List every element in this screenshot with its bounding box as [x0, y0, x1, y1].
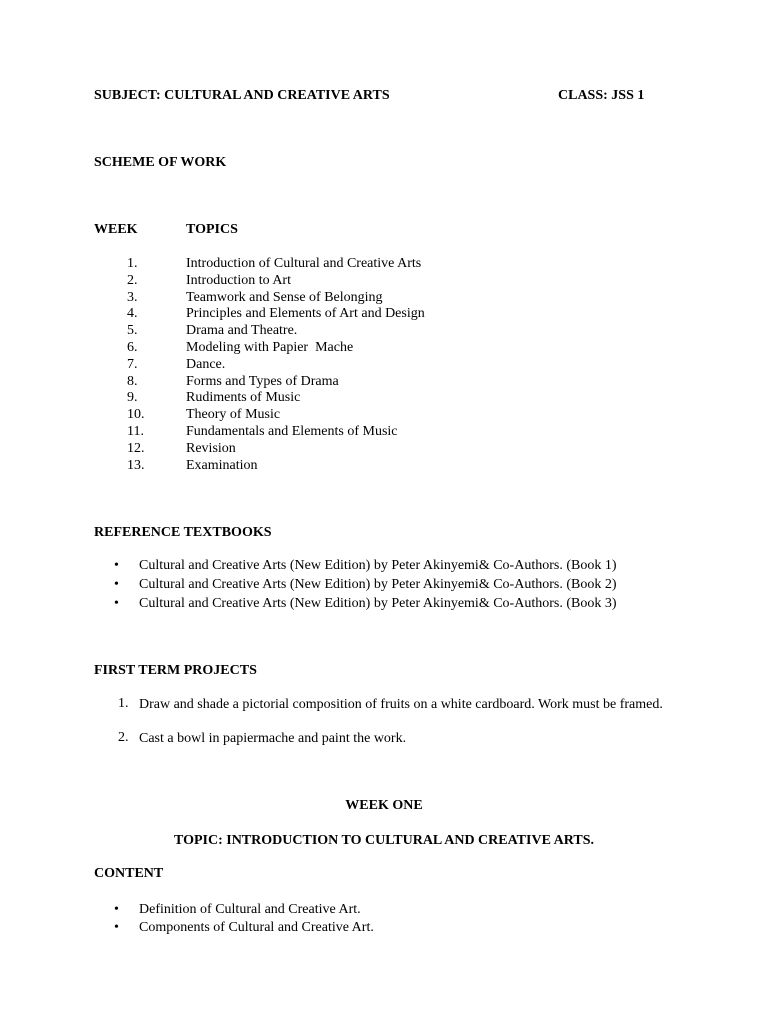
week-one-heading: WEEK ONE — [345, 798, 423, 813]
week-topic: Theory of Music — [186, 407, 281, 423]
bullet-icon: • — [114, 596, 119, 611]
week-topic: Fundamentals and Elements of Music — [186, 424, 398, 439]
bullet-icon: • — [114, 902, 119, 917]
week-number: 2. — [127, 272, 138, 288]
bullet-icon: • — [114, 920, 119, 935]
subject-line: SUBJECT: CULTURAL AND CREATIVE ARTS — [94, 88, 390, 103]
week-topic: Forms and Types of Drama — [186, 373, 339, 389]
week-number: 9. — [127, 390, 138, 406]
bullet-icon: • — [114, 558, 119, 573]
week-column-header: WEEK — [94, 222, 138, 237]
week-topic: Drama and Theatre. — [186, 323, 298, 339]
week-number: 13. — [127, 457, 145, 473]
week-number: 7. — [127, 356, 138, 372]
class-line: CLASS: JSS 1 — [558, 88, 645, 103]
reference-text: Cultural and Creative Arts (New Edition) by Peter Akinyemi& Co-Authors. (Book 1) — [139, 558, 617, 573]
week-topic: Modeling with Papier Mache — [186, 340, 354, 355]
bullet-icon: • — [114, 577, 119, 592]
week-topic: Rudiments of Music — [186, 390, 301, 406]
reference-text: Cultural and Creative Arts (New Edition) by Peter Akinyemi& Co-Authors. (Book 3) — [139, 596, 617, 611]
week-number: 1. — [127, 256, 138, 271]
week-number: 6. — [127, 340, 138, 355]
project-text: Cast a bowl in papiermache and paint the work. — [139, 731, 407, 746]
week-topic: Revision — [186, 440, 236, 456]
content-title: CONTENT — [94, 866, 164, 881]
week-topic: Principles and Elements of Art and Design — [186, 306, 425, 322]
week-topic: Introduction of Cultural and Creative Arts — [186, 256, 422, 271]
week-number: 12. — [127, 440, 145, 456]
week-number: 11. — [127, 424, 144, 439]
scheme-title: SCHEME OF WORK — [94, 155, 227, 170]
week-topic: Teamwork and Sense of Belonging — [186, 289, 383, 305]
week-number: 3. — [127, 289, 138, 305]
content-text: Definition of Cultural and Creative Art. — [139, 902, 361, 917]
week-number: 5. — [127, 323, 138, 339]
week-number: 10. — [127, 407, 145, 423]
projects-title: FIRST TERM PROJECTS — [94, 663, 257, 678]
references-title: REFERENCE TEXTBOOKS — [94, 525, 272, 540]
reference-text: Cultural and Creative Arts (New Edition) by Peter Akinyemi& Co-Authors. (Book 2) — [139, 577, 617, 592]
week-number: 4. — [127, 306, 138, 322]
project-text: Draw and shade a pictorial composition of fruits on a white cardboard. Work must be framed. — [139, 697, 663, 712]
content-text: Components of Cultural and Creative Art. — [139, 920, 374, 935]
topics-column-header: TOPICS — [186, 222, 238, 237]
week-one-topic: TOPIC: INTRODUCTION TO CULTURAL AND CREATIVE ARTS. — [174, 833, 594, 848]
project-number: 1. — [118, 696, 129, 711]
project-number: 2. — [118, 730, 129, 745]
week-topic: Examination — [186, 457, 258, 473]
week-topic: Introduction to Art — [186, 272, 291, 288]
week-number: 8. — [127, 373, 138, 389]
week-topic: Dance. — [186, 356, 226, 372]
